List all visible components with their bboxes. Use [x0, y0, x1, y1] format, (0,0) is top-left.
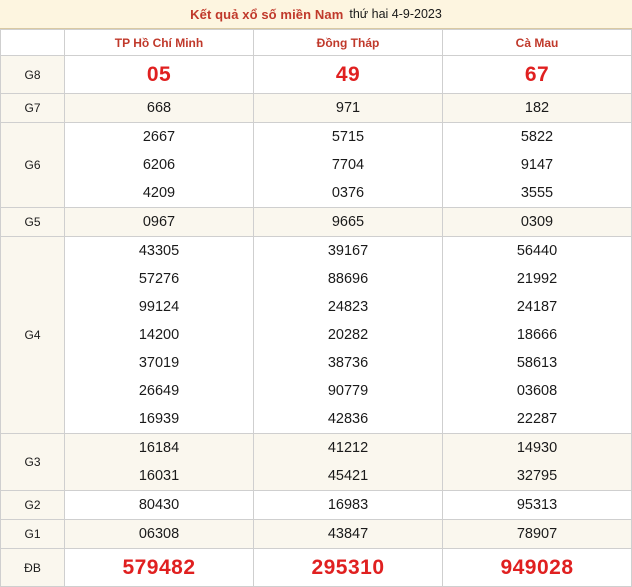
result-number: 18666: [516, 327, 558, 343]
result-number: 16031: [138, 468, 180, 484]
result-number: 0309: [520, 214, 554, 230]
column-header-province-2[interactable]: Cà Mau: [443, 30, 632, 56]
result-cell-8-2: [443, 549, 632, 587]
number-stack: [65, 61, 253, 89]
result-number: 182: [524, 100, 550, 116]
result-cell-0-1: [254, 56, 443, 94]
result-number: 22287: [516, 411, 558, 427]
result-cell-4-0: [65, 237, 254, 434]
prize-label-7: G1: [1, 520, 65, 549]
result-cell-1-0: [65, 94, 254, 123]
results-table-body: [1, 56, 632, 587]
page-title: Kết quả xổ số miền Nam: [190, 6, 344, 22]
result-cell-5-1: [254, 434, 443, 491]
result-number: 06308: [138, 526, 180, 542]
result-cell-6-1: [254, 491, 443, 520]
number-stack: [443, 491, 631, 519]
result-number: 32795: [516, 468, 558, 484]
table-row: [1, 491, 632, 520]
number-stack: [254, 94, 442, 122]
number-stack: [254, 61, 442, 89]
table-row: [1, 123, 632, 208]
result-cell-7-2: [443, 520, 632, 549]
result-number: 16983: [327, 497, 369, 513]
number-stack: [443, 434, 631, 490]
result-number: 7704: [331, 157, 365, 173]
result-number: 2667: [142, 129, 176, 145]
result-cell-3-1: [254, 208, 443, 237]
result-cell-2-2: [443, 123, 632, 208]
result-number: 0376: [331, 185, 365, 201]
number-stack: [254, 520, 442, 548]
number-stack: [65, 520, 253, 548]
result-cell-3-0: [65, 208, 254, 237]
result-number: 90779: [327, 383, 369, 399]
result-number: 0967: [142, 214, 176, 230]
result-number: 6206: [142, 157, 176, 173]
results-table: [0, 29, 632, 587]
result-cell-7-1: [254, 520, 443, 549]
result-number: 14930: [516, 440, 558, 456]
result-number: 43305: [138, 243, 180, 259]
result-number: 45421: [327, 468, 369, 484]
number-stack: [443, 208, 631, 236]
number-stack: [443, 123, 631, 207]
number-stack: [254, 123, 442, 207]
number-stack: [65, 554, 253, 582]
result-number: 295310: [311, 555, 385, 579]
result-number: 5822: [520, 129, 554, 145]
prize-label-2: G6: [1, 123, 65, 208]
result-number: 5715: [331, 129, 365, 145]
result-number: 67: [524, 62, 550, 86]
result-number: 16939: [138, 411, 180, 427]
number-stack: [254, 554, 442, 582]
result-number: 579482: [122, 555, 196, 579]
result-number: 16184: [138, 440, 180, 456]
table-row: [1, 208, 632, 237]
column-header-prize: [1, 30, 65, 56]
result-number: 26649: [138, 383, 180, 399]
result-cell-2-1: [254, 123, 443, 208]
table-row: [1, 434, 632, 491]
result-number: 24187: [516, 299, 558, 315]
number-stack: [65, 208, 253, 236]
number-stack: [65, 94, 253, 122]
result-number: 9665: [331, 214, 365, 230]
result-number: 88696: [327, 271, 369, 287]
number-stack: [254, 491, 442, 519]
table-row: [1, 56, 632, 94]
page-header: [0, 0, 632, 29]
result-number: 9147: [520, 157, 554, 173]
number-stack: [443, 554, 631, 582]
result-cell-5-2: [443, 434, 632, 491]
result-number: 24823: [327, 299, 369, 315]
result-number: 80430: [138, 497, 180, 513]
result-number: 4209: [142, 185, 176, 201]
column-header-province-0[interactable]: TP Hồ Chí Minh: [65, 30, 254, 56]
result-number: 03608: [516, 383, 558, 399]
prize-label-0: G8: [1, 56, 65, 94]
result-number: 39167: [327, 243, 369, 259]
table-row: [1, 237, 632, 434]
table-header-row: [1, 30, 632, 56]
number-stack: [65, 237, 253, 433]
result-cell-4-2: [443, 237, 632, 434]
result-number: 56440: [516, 243, 558, 259]
table-row: [1, 94, 632, 123]
number-stack: [254, 237, 442, 433]
result-number: 43847: [327, 526, 369, 542]
result-number: 78907: [516, 526, 558, 542]
result-cell-1-1: [254, 94, 443, 123]
result-number: 668: [146, 100, 172, 116]
table-row: [1, 549, 632, 587]
result-number: 38736: [327, 355, 369, 371]
result-number: 971: [335, 100, 361, 116]
number-stack: [443, 237, 631, 433]
result-cell-7-0: [65, 520, 254, 549]
result-cell-8-1: [254, 549, 443, 587]
result-number: 14200: [138, 327, 180, 343]
result-number: 20282: [327, 327, 369, 343]
result-number: 949028: [500, 555, 574, 579]
result-cell-0-0: [65, 56, 254, 94]
prize-label-5: G3: [1, 434, 65, 491]
number-stack: [254, 434, 442, 490]
result-cell-4-1: [254, 237, 443, 434]
result-cell-2-0: [65, 123, 254, 208]
number-stack: [254, 208, 442, 236]
result-number: 95313: [516, 497, 558, 513]
column-header-province-1[interactable]: Đồng Tháp: [254, 30, 443, 56]
result-date: thứ hai 4-9-2023: [349, 7, 442, 21]
prize-label-1: G7: [1, 94, 65, 123]
number-stack: [443, 520, 631, 548]
result-cell-3-2: [443, 208, 632, 237]
result-cell-8-0: [65, 549, 254, 587]
result-number: 58613: [516, 355, 558, 371]
number-stack: [65, 491, 253, 519]
result-number: 41212: [327, 440, 369, 456]
result-cell-1-2: [443, 94, 632, 123]
result-number: 42836: [327, 411, 369, 427]
result-cell-6-0: [65, 491, 254, 520]
result-cell-5-0: [65, 434, 254, 491]
result-number: 57276: [138, 271, 180, 287]
number-stack: [65, 434, 253, 490]
result-number: 3555: [520, 185, 554, 201]
number-stack: [443, 94, 631, 122]
prize-label-8: ĐB: [1, 549, 65, 587]
number-stack: [65, 123, 253, 207]
result-number: 49: [335, 62, 361, 86]
prize-label-3: G5: [1, 208, 65, 237]
result-cell-0-2: [443, 56, 632, 94]
table-row: [1, 520, 632, 549]
prize-label-6: G2: [1, 491, 65, 520]
result-number: 99124: [138, 299, 180, 315]
number-stack: [443, 61, 631, 89]
result-number: 37019: [138, 355, 180, 371]
result-cell-6-2: [443, 491, 632, 520]
prize-label-4: G4: [1, 237, 65, 434]
result-number: 21992: [516, 271, 558, 287]
result-number: 05: [146, 62, 172, 86]
